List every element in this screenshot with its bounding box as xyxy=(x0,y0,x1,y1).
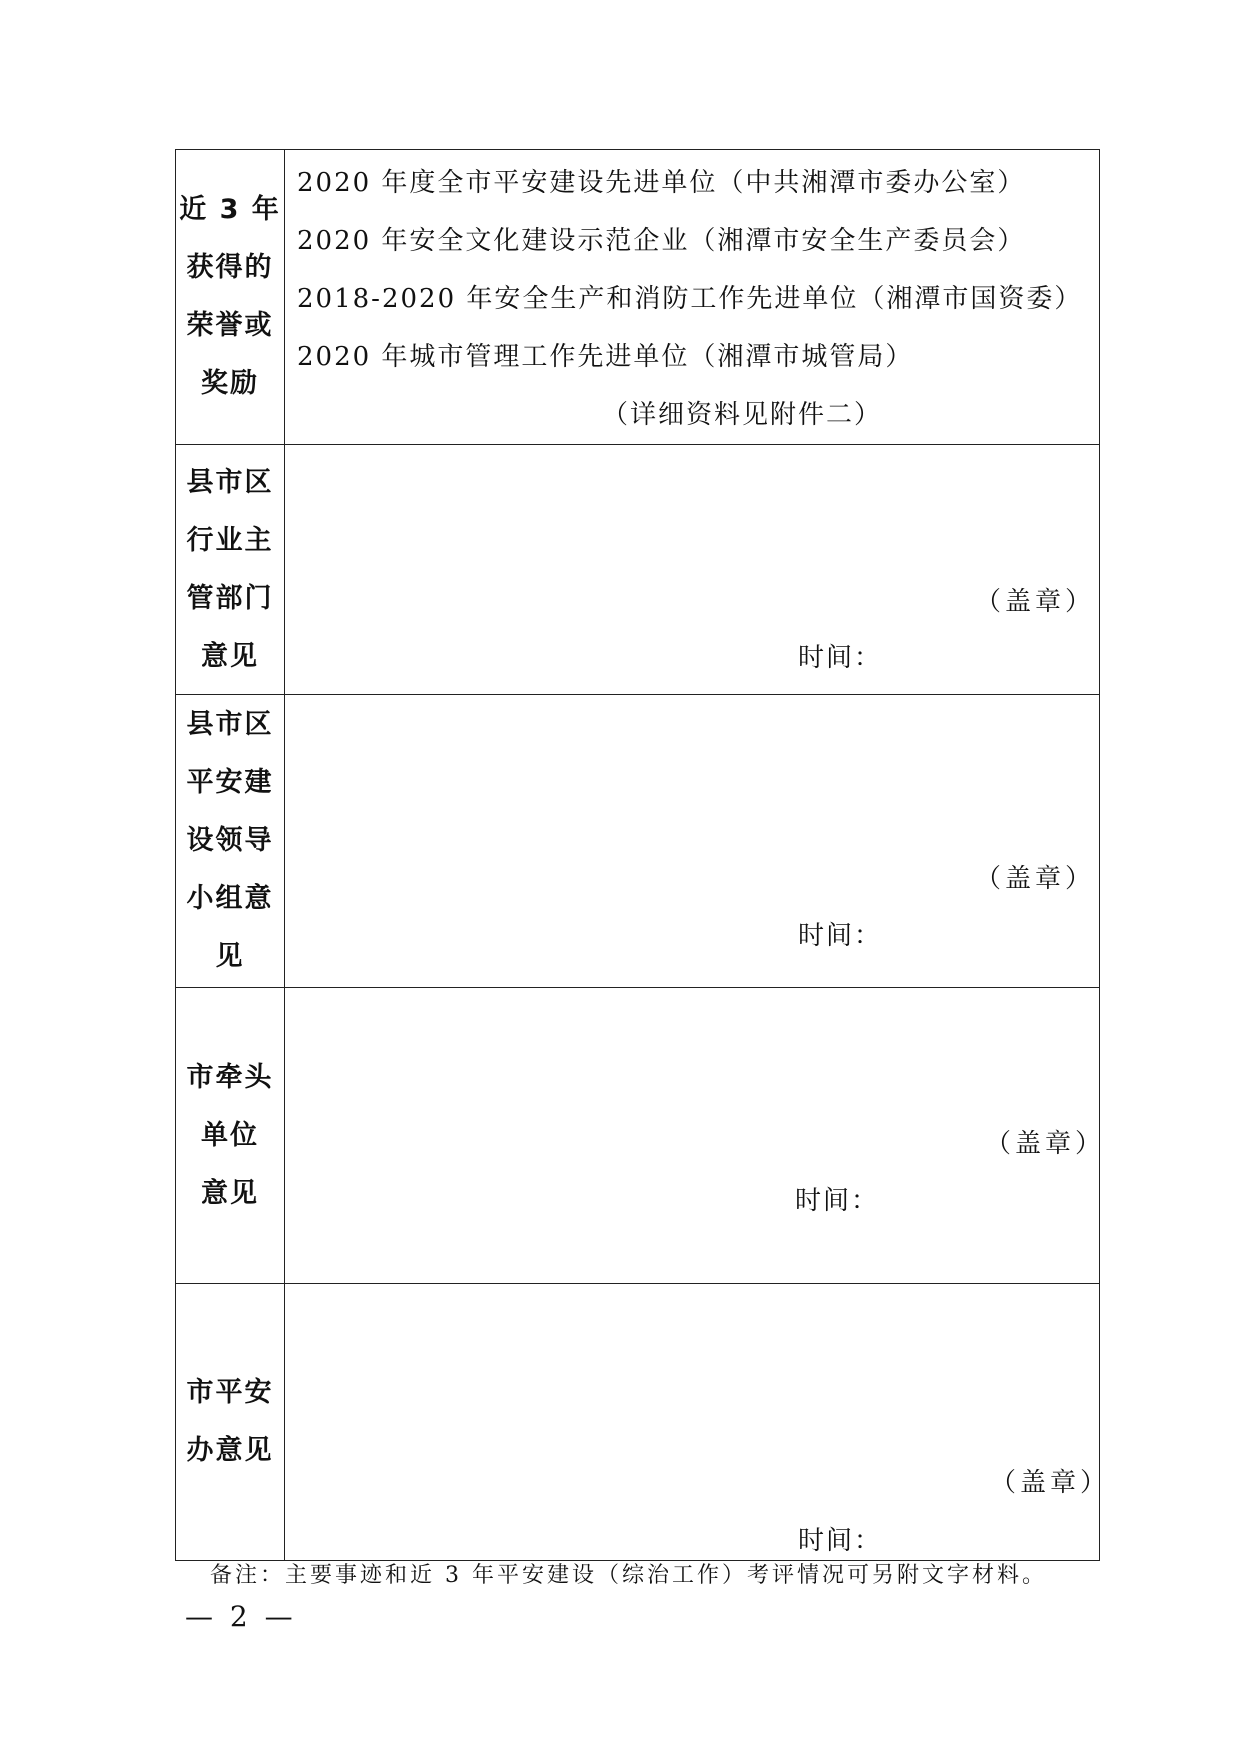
city-lead-unit-opinion-content xyxy=(285,988,1106,1284)
city-lead-unit-opinion-label xyxy=(176,988,285,1284)
seal-text: （盖章） xyxy=(990,1468,1111,1498)
county-safety-group-opinion-label xyxy=(176,695,285,988)
recommendation-form-table xyxy=(175,149,1111,1561)
label-line: 设领导 xyxy=(186,825,274,856)
label-line: 县市区 xyxy=(186,709,274,740)
attachment-note: （详细资料见附件二） xyxy=(601,400,882,430)
label-line: 行业主 xyxy=(186,524,274,556)
county-safety-group-opinion-content xyxy=(285,695,1100,988)
label-line: 平安建 xyxy=(186,767,274,798)
label-line: 市牵头 xyxy=(186,1061,274,1093)
label-line: 办意见 xyxy=(186,1435,274,1466)
time-label: 时间： xyxy=(798,1526,883,1556)
city-safety-office-opinion-content xyxy=(285,1284,1111,1561)
county-safety-group-opinion-row xyxy=(176,695,1100,988)
label-line: 单位 xyxy=(201,1119,259,1151)
county-department-opinion-row xyxy=(176,445,1100,695)
label-line: 见 xyxy=(215,941,245,972)
label-line: 获得的 xyxy=(186,252,274,283)
city-safety-office-opinion-label xyxy=(176,1284,285,1561)
label-line: 意见 xyxy=(201,1177,259,1209)
honor-item: 2020 年安全文化建设示范企业（湘潭市安全生产委员会） xyxy=(297,226,1026,256)
label-line: 近 3 年 xyxy=(179,194,281,225)
seal-text: （盖章） xyxy=(975,587,1096,617)
honor-item: 2020 年城市管理工作先进单位（湘潭市城管局） xyxy=(297,342,914,372)
city-safety-office-opinion-row xyxy=(176,1284,1100,1561)
label-line: 奖励 xyxy=(201,368,259,399)
seal-text: （盖章） xyxy=(975,864,1096,894)
time-label: 时间： xyxy=(798,921,883,951)
footnote: 备注：主要事迹和近 3 年平安建设（综治工作）考评情况可另附文字材料。 xyxy=(210,1563,1047,1588)
label-line: 市平安 xyxy=(186,1377,274,1408)
label-line: 管部门 xyxy=(186,582,274,614)
county-department-opinion-content xyxy=(285,445,1100,695)
county-department-opinion-label xyxy=(176,445,285,695)
label-line: 小组意 xyxy=(186,883,274,914)
label-line: 县市区 xyxy=(186,466,274,498)
page-number: — 2 — xyxy=(185,1600,297,1633)
honor-item: 2020 年度全市平安建设先进单位（中共湘潭市委办公室） xyxy=(297,168,1026,198)
honors-label xyxy=(176,150,285,445)
label-line: 荣誉或 xyxy=(186,310,274,341)
seal-text: （盖章） xyxy=(985,1129,1106,1159)
label-line: 意见 xyxy=(201,640,259,672)
time-label: 时间： xyxy=(795,1186,880,1216)
city-lead-unit-opinion-row xyxy=(176,988,1100,1284)
honors-row xyxy=(176,150,1100,445)
time-label: 时间： xyxy=(798,643,883,673)
honors-content xyxy=(285,150,1100,445)
honor-item: 2018-2020 年安全生产和消防工作先进单位（湘潭市国资委） xyxy=(297,284,1083,314)
